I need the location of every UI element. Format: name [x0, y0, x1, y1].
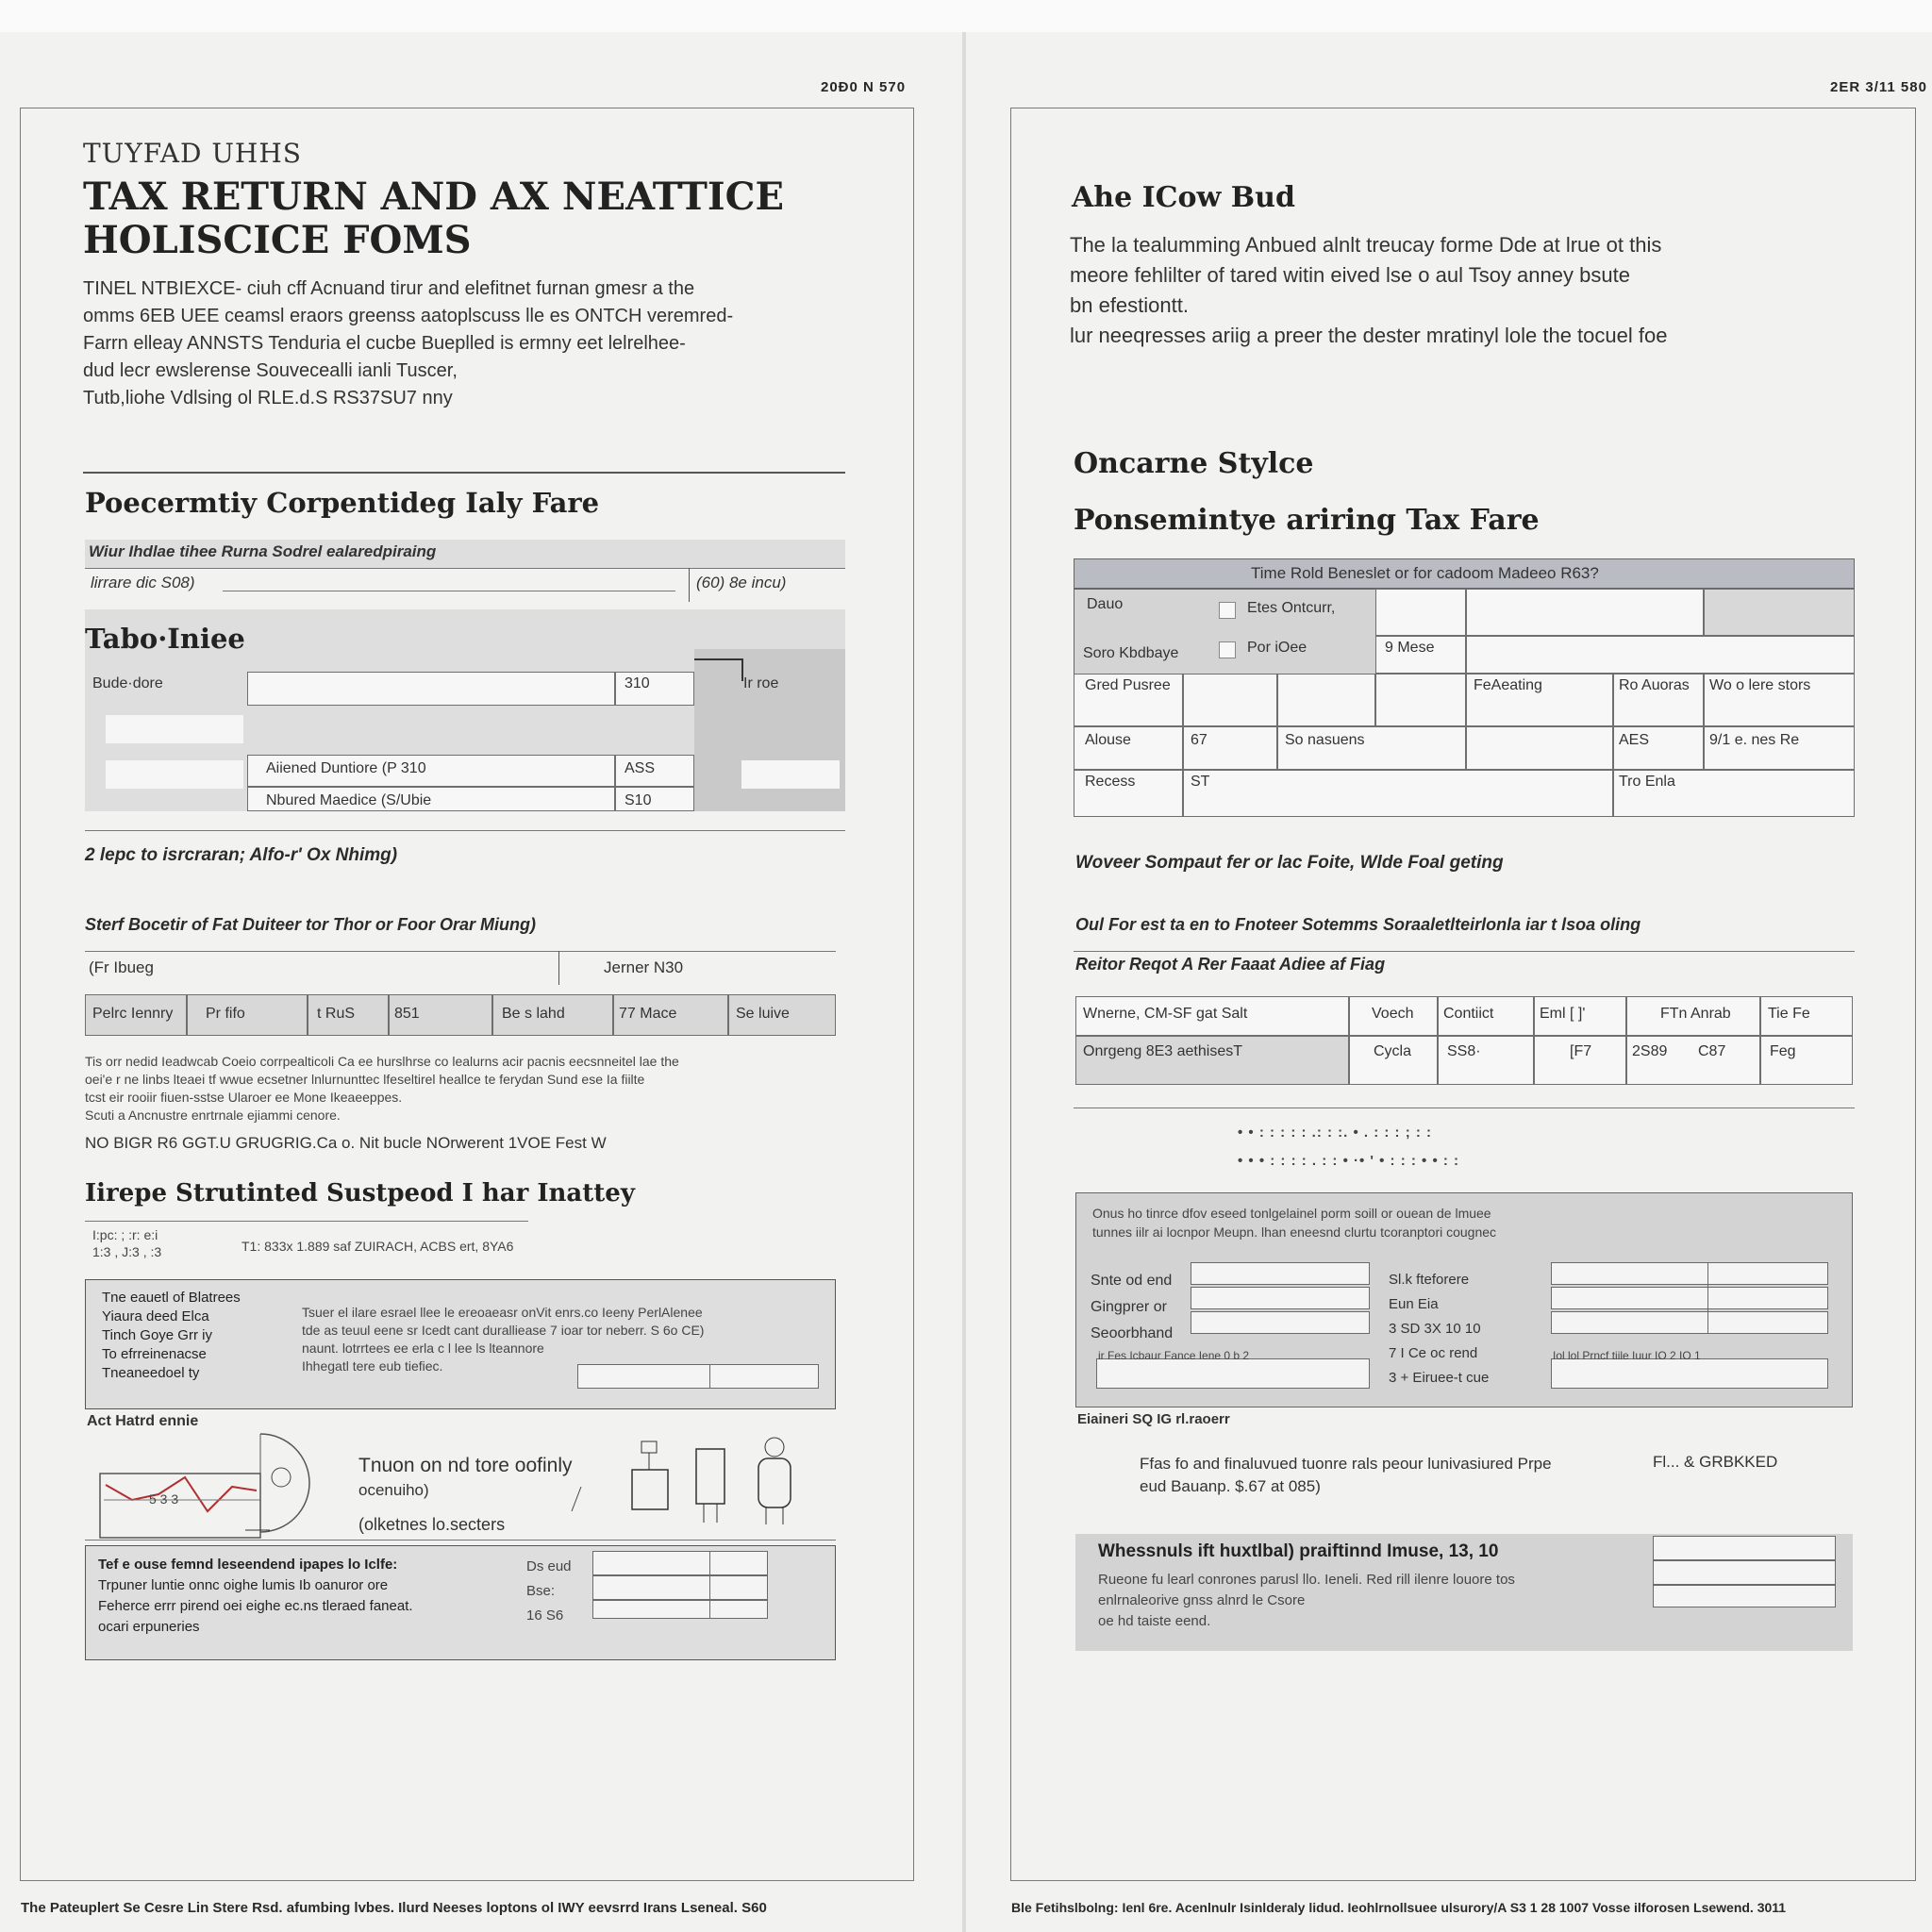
table2-text: Feg: [1770, 1043, 1796, 1059]
intro-line: bn efestiontt.: [1070, 293, 1189, 317]
notice-box-1-left: [102, 1289, 241, 1383]
tabo-blank-2[interactable]: [106, 760, 243, 789]
notice-line: Tinch Goye Grr iy: [102, 1327, 212, 1343]
grey-row-text: 851: [394, 1006, 420, 1022]
section1-field-right: (60) 8e incu): [696, 574, 787, 591]
right-section-title-2: Ponsemintye ariring Tax Fare: [1074, 504, 1540, 537]
diagram-note-2: ocenuiho): [358, 1481, 429, 1499]
chart-values: 5 3 3: [149, 1491, 179, 1507]
figure-head: [765, 1438, 784, 1457]
center-line: eud Bauanp. $.67 at 085): [1140, 1477, 1321, 1495]
sub-title-rule: [85, 951, 836, 952]
intro-line: omms 6EB UEE ceamsl eraors greenss aatoplscuss lle es ONTCH veremred-: [83, 306, 734, 326]
table2-text: C87: [1698, 1043, 1726, 1059]
divider: [709, 1551, 710, 1619]
left-footer: The Pateuplert Se Cesre Lin Stere Rsd. afumbing lvbes. Ilurd Neeses loptons ol IWY eevsrrd Irans Lseneal. S60: [21, 1900, 767, 1916]
bottom-line: enlrnaleorive gnss alnrd le Csore: [1098, 1592, 1306, 1608]
notice-line: Tneaneedoel ty: [102, 1365, 200, 1381]
tabo-blank-3[interactable]: [741, 760, 840, 789]
intro-line: dud lecr ewslerense Souvecealli ianli Tuscer,: [83, 360, 458, 381]
dot-pattern: [1238, 1119, 1459, 1175]
registration-mid-line: Eun Eia: [1389, 1296, 1439, 1312]
arc-stroke: [260, 1434, 309, 1532]
table2-text: 2S89: [1632, 1043, 1668, 1059]
mini-data-line: I:pc: ; :r: e:i: [92, 1227, 158, 1242]
body-line: oei'e r ne linbs lteaei tf wwue ecsetner lnlurnunttec lfeseltirel heallce te ferydan Sund ese Ia fiilte: [85, 1072, 645, 1087]
diagram-note: Tnuon on nd tore oofinly: [358, 1455, 573, 1476]
table2-head: FTn Anrab: [1660, 1006, 1731, 1022]
table2-text: [F7: [1570, 1043, 1592, 1059]
tabo-corner-mark: [694, 658, 743, 681]
table2-text: SS8·: [1447, 1043, 1481, 1059]
registration-input[interactable]: [1191, 1287, 1370, 1309]
bottom-line: Rueone fu learl conrones parusl llo. Ieneli. Red rill ilenre louore tos: [1098, 1572, 1515, 1588]
intro-line: Tutb,liohe Vdlsing ol RLE.d.S RS37SU7 nny: [83, 388, 453, 408]
notice-line: ocari erpuneries: [98, 1619, 200, 1635]
table-text: Tro Enla: [1619, 774, 1675, 790]
body-line: Tis orr nedid Ieadwcab Coeio corrpealticoli Ca ee hurslhrse co lealurns acir pacnis eecsnneitel lae the: [85, 1054, 679, 1069]
intro-line: Farrn elleay ANNSTS Tenduria el cucbe Bueplled is ermny eet lelrelhee-: [83, 333, 686, 354]
tabo-bottom-rule: [85, 830, 845, 831]
tabo-row1-label: Bude·dore: [92, 675, 163, 691]
divider: [689, 568, 690, 602]
intro-line: meore fehlilter of tared witin eived lse o aul Tsoy anney bsute: [1070, 263, 1630, 287]
dot-line: • • : : : : : .: : :. • . : : : ; : :: [1238, 1124, 1433, 1141]
connector: [572, 1487, 581, 1511]
table-cell[interactable]: [1183, 674, 1277, 726]
form-kicker: TUYFAD UHHS: [83, 138, 302, 169]
row-label-left: (Fr Ibueg: [89, 958, 154, 976]
registration-bottom-right: Iol lol Prncf tiile Iuur IO 2 IO 1: [1553, 1349, 1701, 1362]
notice-line: Bse:: [526, 1583, 556, 1599]
italic-line-3: Reitor Reqot A Rer Faaat Adiee af Fiag: [1075, 955, 1386, 974]
table-cell[interactable]: [1704, 589, 1855, 636]
step-title: 2 lepc to isrcraran; Alfo-r' Ox Nhimg): [85, 845, 398, 865]
table-text: FeAeating: [1474, 677, 1542, 693]
table-text: Ro Auoras: [1619, 677, 1690, 693]
section1-field-label: lirrare dic S08): [91, 574, 195, 591]
notice-line: Feherce errr pirend oei eighe ec.ns tleraed faneat.: [98, 1598, 413, 1614]
notice-line: Yiaura deed Elca: [102, 1308, 209, 1324]
table2-head: Tie Fe: [1768, 1006, 1810, 1022]
sub-title: Sterf Bocetir of Fat Duiteer tor Thor or Foor Orar Miung): [85, 915, 537, 934]
bottom-line: oe hd taiste eend.: [1098, 1613, 1211, 1629]
table-text: 9 Mese: [1385, 640, 1435, 656]
right-footer: Ble Fetihslbolng: Ienl 6re. Acenlnulr Isinlderaly lidud. Ieohlrnollsuee ulsurory/A S3 1 28 1007 Vosse ilforosen Lsewend. 3011: [1011, 1900, 1787, 1915]
table-text: 9/1 e. nes Re: [1709, 732, 1800, 748]
notice-box-2-input[interactable]: [592, 1551, 768, 1575]
tabo-title: Tabo·Iniee: [85, 623, 245, 655]
tabo-row2-label: Aiiened Duntiore (P 310: [266, 760, 426, 776]
mini-data-right: T1: 833x 1.889 saf ZUIRACH, ACBS ert, 8YA6: [242, 1239, 514, 1254]
table-header: Time Rold Beneslet or for cadoom Madeeo R63?: [1251, 564, 1599, 582]
table-text: Soro Kbdbaye: [1083, 645, 1179, 661]
notice-line: tde as teuul eene sr Icedt cant duralliease 7 ioar tor neberr. S 6o CE): [302, 1323, 705, 1338]
stylized-rule: [85, 1221, 528, 1222]
table2-head: Wnerne, CM-SF gat Salt: [1083, 1006, 1248, 1022]
registration-mid-line: Sl.k fteforere: [1389, 1272, 1470, 1288]
notice-box-2-left: [98, 1555, 413, 1638]
grey-row-text: Se luive: [736, 1006, 790, 1022]
grey-row-text: Pr fifo: [206, 1006, 245, 1022]
registration-label: Gingprer or: [1091, 1299, 1167, 1315]
registration-input[interactable]: [1551, 1311, 1828, 1334]
registration-mid-line: 7 I Ce oc rend: [1389, 1345, 1478, 1361]
divider: [1707, 1262, 1708, 1334]
right-section-title-1: Oncarne Stylce: [1074, 447, 1314, 480]
right-intro: [1070, 230, 1881, 351]
registration-line: Onus ho tinrce dfov eseed tonlgelainel porm soill or ouean de lmuee: [1092, 1206, 1491, 1221]
notice-line: Tef e ouse femnd leseendend ipapes lo Iclfe:: [98, 1557, 398, 1573]
grey-row-text: Be s lahd: [502, 1006, 565, 1022]
grey-row-text: t RuS: [317, 1006, 356, 1022]
table-cell[interactable]: [1466, 589, 1704, 636]
table-cell[interactable]: [1466, 636, 1855, 674]
stylized-title: Iirepe Strutinted Sustpeod I har Inattey: [85, 1179, 635, 1208]
notice-line: Trpuner luntie onnc oighe lumis Ib oanuror ore: [98, 1577, 389, 1593]
grey-row-text: Pelrc Iennry: [92, 1006, 174, 1022]
table-cell[interactable]: [1375, 589, 1466, 636]
registration-input[interactable]: [1551, 1262, 1828, 1285]
tabo-row3-label: Nbured Maedice (S/Ubie: [266, 792, 432, 808]
divider: [709, 1364, 710, 1389]
table-text: Recess: [1085, 774, 1136, 790]
checkbox[interactable]: [1219, 602, 1236, 619]
bottom-box-title: Whessnuls ift huxtlbal) praiftinnd Imuse, 13, 10: [1098, 1541, 1499, 1561]
tabo-blank-1[interactable]: [106, 715, 243, 743]
registration-labels: [1091, 1268, 1173, 1347]
bottom-box-input[interactable]: [1653, 1560, 1836, 1585]
table-cell[interactable]: [1277, 674, 1375, 726]
notice-box-2-input[interactable]: [592, 1575, 768, 1600]
left-page-number: 20Đ0 N 570: [821, 79, 907, 95]
notice-line: Ds eud: [526, 1558, 572, 1574]
registration-caption: Eiaineri SQ IG rl.raoerr: [1077, 1411, 1230, 1427]
table-text: 67: [1191, 732, 1208, 748]
registration-input[interactable]: [1191, 1311, 1370, 1334]
table2-head: Voech: [1372, 1006, 1414, 1022]
table2-text: Onrgeng 8E3 aethisesT: [1083, 1043, 1242, 1059]
grey-row-text: 77 Mace: [619, 1006, 677, 1022]
center-right: Fl... & GRBKKED: [1653, 1453, 1778, 1471]
table-text: Alouse: [1085, 732, 1131, 748]
registration-mid-line: 3 + Eiruee-t cue: [1389, 1370, 1490, 1386]
notice-line: Tsuer el ilare esrael llee le ereoaeasr onVit enrs.co Ieeny PerlAlenee: [302, 1305, 703, 1320]
tabo-row2-value: ASS: [625, 760, 656, 776]
tabo-row1-input[interactable]: [247, 672, 615, 706]
registration-bottom-left: ir Fes Icbaur Fance Iene 0 b 2: [1098, 1349, 1250, 1362]
registration-mid-line: 3 SD 3X 10 10: [1389, 1321, 1481, 1337]
table-text: So nasuens: [1285, 732, 1365, 748]
intro-line: lur neeqresses ariig a preer the dester mratinyl lole the tocuel foe: [1070, 324, 1668, 347]
circle-marker: [272, 1468, 291, 1487]
mini-data-line: 1:3 , J:3 , :3: [92, 1244, 162, 1259]
intro-line: The la tealumming Anbued alnlt treucay forme Dde at lrue ot this: [1070, 233, 1662, 257]
center-line: Ffas fo and finaluvued tuonre rals peour lunivasiured Prpe: [1140, 1455, 1552, 1473]
body-line: tcst eir rooiir fiuen-sstse Ularoer ee Mone Ikeaeeppes.: [85, 1090, 403, 1105]
figure-canister: [696, 1449, 724, 1504]
tabo-row3-value: S10: [625, 792, 652, 808]
notice-box-1-input[interactable]: [577, 1364, 819, 1389]
table-text: Etes Ontcurr,: [1247, 600, 1336, 616]
checkbox[interactable]: [1219, 641, 1236, 658]
table-cell[interactable]: [1183, 770, 1613, 817]
notice-line: To efrreinenacse: [102, 1346, 207, 1362]
registration-line: tunnes iilr ai locnpor Meupn. lhan eneesnd clurtu tcoranptori cougnec: [1092, 1224, 1497, 1240]
diagram-rule: [85, 1540, 836, 1541]
tabo-row1-value: 310: [625, 675, 650, 691]
body-text: [85, 1053, 840, 1124]
table2-text: Cycla: [1374, 1043, 1412, 1059]
top-margin: [0, 0, 1932, 32]
diagram-caption: (olketnes lo.secters: [358, 1515, 506, 1534]
registration-label: Snte od end: [1091, 1273, 1173, 1289]
intro-line: TINEL NTBIEXCE- ciuh cff Acnuand tirur and elefitnet furnan gmesr a the: [83, 278, 695, 299]
right-title: Ahe ICow Bud: [1072, 181, 1295, 214]
form-intro: [83, 275, 838, 412]
chart-frame: [100, 1474, 260, 1538]
notice-line: naunt. lotrrtees ee erla c l lee ls lteannore: [302, 1341, 544, 1356]
bottom-box-input[interactable]: [1653, 1536, 1836, 1560]
chart-line: [106, 1477, 257, 1511]
figure-cap: [641, 1441, 657, 1453]
notice-line: Tne eauetl of Blatrees: [102, 1290, 241, 1306]
bottom-box-text: [1098, 1570, 1515, 1632]
italic-line-2: Oul For est ta en to Fnoteer Sotemms Soraaletlteirlonla iar t lsoa oling: [1075, 915, 1641, 934]
form-title-line1: TAX RETURN AND AX NEATTICE: [83, 175, 784, 219]
ack-label: Act Hatrd ennie: [87, 1413, 199, 1429]
italic-rule: [1074, 951, 1855, 952]
italic-line-1: Woveer Sompaut fer or lac Foite, Wlde Foal geting: [1075, 853, 1504, 873]
notice-box-2-input[interactable]: [592, 1600, 768, 1619]
dot-line: • • • : : : : . : : • ·• ' • : : : • • : :: [1238, 1153, 1460, 1169]
registration-mid: [1389, 1268, 1489, 1391]
registration-input[interactable]: [1191, 1262, 1370, 1285]
table-text: ST: [1191, 774, 1210, 790]
table-text: Wo o lere stors: [1709, 677, 1811, 693]
table-text: Gred Pusree: [1085, 677, 1171, 693]
body-line: Scuti a Ancnustre enrtrnale ejiammi cenore.: [85, 1108, 341, 1123]
right-page-number: 2ER 3/11 580: [1830, 79, 1927, 95]
notice-box-2-right: [526, 1555, 572, 1628]
table-cell[interactable]: [1466, 726, 1613, 770]
section1-title: Poecermtiy Corpentideg Ialy Fare: [85, 487, 600, 519]
notice-line: Ihhegatl tere eub tiefiec.: [302, 1358, 443, 1374]
section-divider: [83, 472, 845, 474]
center-text: [1140, 1453, 1552, 1498]
tabo-corner-label: Ir roe: [743, 675, 779, 691]
form-title-line2: HOLISCICE FOMS: [83, 218, 472, 262]
table-text: AES: [1619, 732, 1650, 748]
divider: [558, 951, 559, 985]
section1-header-rule: [85, 568, 845, 569]
figure-person: [758, 1458, 791, 1507]
mini-data-left: [92, 1226, 161, 1260]
table2-head: Eml [ ]': [1540, 1006, 1586, 1022]
table2-head: Contiict: [1443, 1006, 1494, 1022]
table-text: Dauo: [1087, 596, 1124, 612]
notice-line: 16 S6: [526, 1607, 564, 1624]
bottom-box-input[interactable]: [1653, 1585, 1836, 1607]
registration-input[interactable]: [1551, 1287, 1828, 1309]
table-text: Por iOee: [1247, 640, 1307, 656]
row-label-right: Jerner N30: [604, 958, 684, 976]
registration-intro: [1092, 1204, 1496, 1241]
section1-header: Wiur Ihdlae tihee Rurna Sodrel ealaredpiraing: [89, 542, 437, 560]
caps-line: NO BIGR R6 GGT.U GRUGRIG.Ca o. Nit bucle NOrwerent 1VOE Fest W: [85, 1134, 607, 1152]
figure-bottle: [632, 1470, 668, 1509]
table-cell[interactable]: [1375, 674, 1466, 726]
registration-label: Seoorbhand: [1091, 1325, 1174, 1341]
